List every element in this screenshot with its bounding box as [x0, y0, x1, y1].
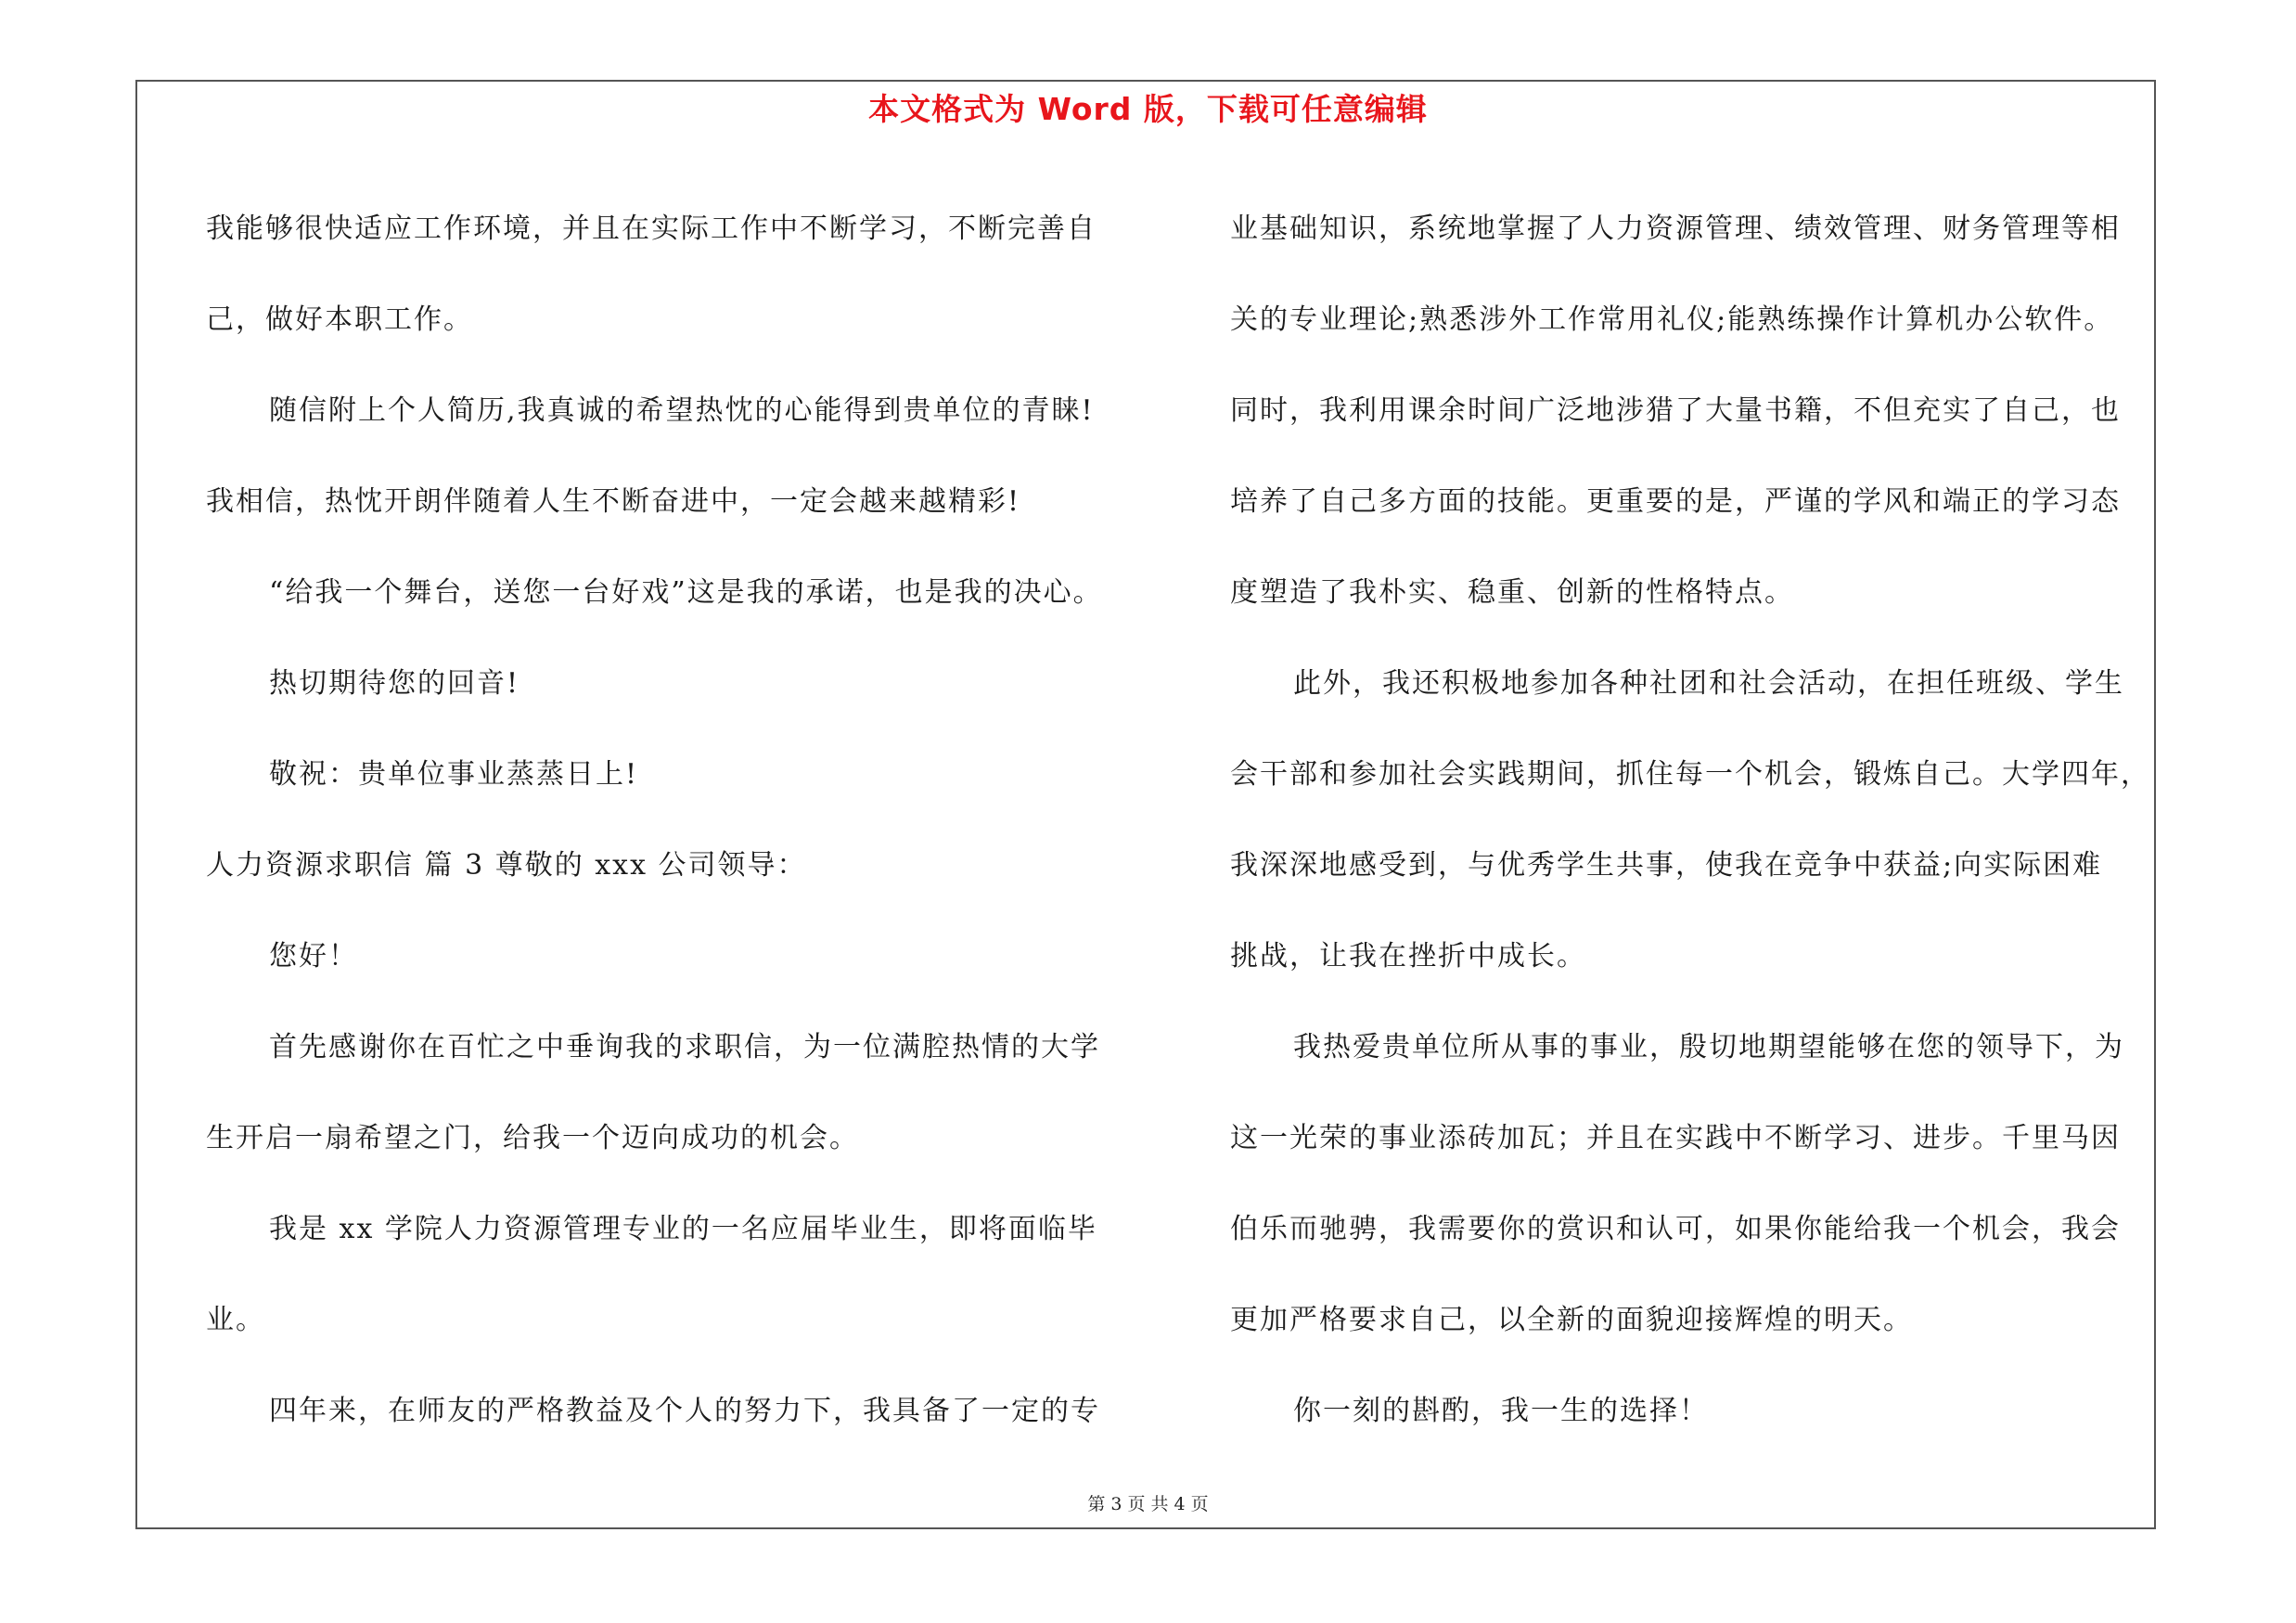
text-line: 热切期待您的回音!	[269, 667, 520, 700]
text-line: 更加严格要求自己，以全新的面貌迎接辉煌的明天。	[1230, 1304, 1913, 1336]
text-line: 敬祝：贵单位事业蒸蒸日上!	[269, 758, 639, 791]
text-line: 这一光荣的事业添砖加瓦；并且在实践中不断学习、进步。千里马因	[1230, 1122, 2121, 1154]
text-line: “给我一个舞台，送您一台好戏”这是我的承诺，也是我的决心。	[269, 576, 1103, 609]
text-line: 挑战，让我在挫折中成长。	[1230, 940, 1586, 973]
text-line: 四年来，在师友的严格教益及个人的努力下，我具备了一定的专	[269, 1395, 1100, 1427]
text-line: 我能够很快适应工作环境，并且在实际工作中不断学习，不断完善自	[206, 213, 1097, 245]
text-line: 随信附上个人简历,我真诚的希望热忱的心能得到贵单位的青睐!	[269, 394, 1095, 427]
text-line: 首先感谢你在百忙之中垂询我的求职信，为一位满腔热情的大学	[269, 1031, 1100, 1063]
text-line: 我深深地感受到，与优秀学生共事，使我在竞争中获益;向实际困难	[1230, 849, 2103, 882]
text-line: 培养了自己多方面的技能。更重要的是，严谨的学风和端正的学习态	[1230, 485, 2121, 518]
text-line: 人力资源求职信 篇 3 尊敬的 xxx 公司领导：	[206, 849, 807, 882]
text-line: 您好！	[269, 940, 358, 973]
left-column	[206, 184, 1152, 1457]
text-line: 业基础知识，系统地掌握了人力资源管理、绩效管理、财务管理等相	[1230, 213, 2121, 245]
text-line: 会干部和参加社会实践期间，抓住每一个机会，锻炼自己。大学四年，	[1230, 758, 2150, 791]
header-banner: 本文格式为 Word 版，下载可任意编辑	[868, 91, 1428, 127]
text-line: 业。	[206, 1304, 265, 1336]
text-line: 你一刻的斟酌，我一生的选择！	[1293, 1395, 1709, 1427]
text-line: 伯乐而驰骋，我需要你的赏识和认可，如果你能给我一个机会，我会	[1230, 1213, 2121, 1245]
text-line: 我相信，热忱开朗伴随着人生不断奋进中，一定会越来越精彩!	[206, 485, 1021, 518]
text-line: 我热爱贵单位所从事的事业，殷切地期望能够在您的领导下，为	[1293, 1031, 2124, 1063]
text-line: 我是 xx 学院人力资源管理专业的一名应届毕业生，即将面临毕	[269, 1213, 1097, 1245]
text-line: 度塑造了我朴实、稳重、创新的性格特点。	[1230, 576, 1794, 609]
text-line: 同时，我利用课余时间广泛地涉猎了大量书籍，不但充实了自己，也	[1230, 394, 2121, 427]
text-line: 己，做好本职工作。	[206, 303, 473, 336]
right-column	[1230, 184, 2186, 1457]
text-line: 此外，我还积极地参加各种社团和社会活动，在担任班级、学生	[1293, 667, 2124, 700]
text-line: 关的专业理论;熟悉涉外工作常用礼仪;能熟练操作计算机办公软件。	[1230, 303, 2114, 336]
page-number: 第 3 页 共 4 页	[1087, 1494, 1209, 1514]
text-line: 生开启一扇希望之门，给我一个迈向成功的机会。	[206, 1122, 859, 1154]
